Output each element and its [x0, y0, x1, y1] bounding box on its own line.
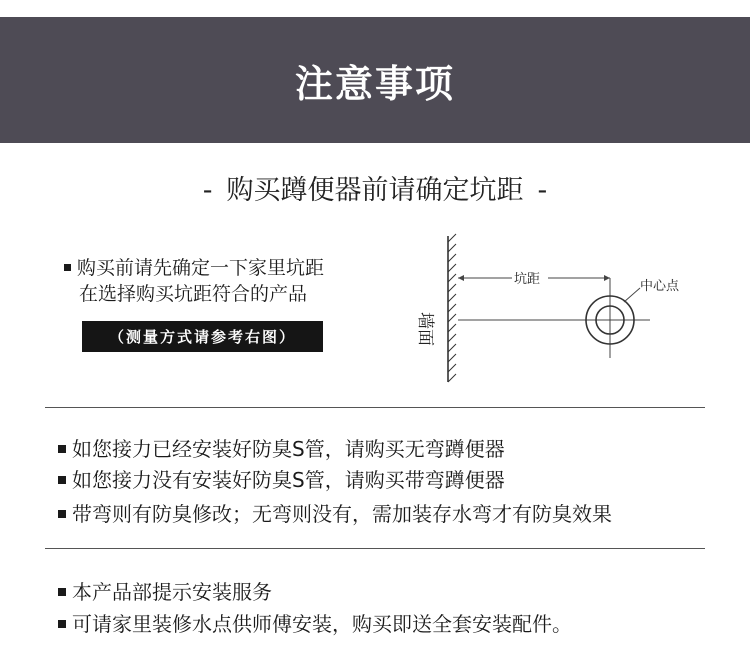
divider	[45, 407, 705, 408]
note-item	[58, 464, 505, 493]
note-item	[58, 576, 272, 605]
note-text: 如您接力没有安装好防臭S管，请购买带弯蹲便器	[72, 468, 505, 492]
subtitle-dash-left: -	[202, 175, 213, 206]
measure-note-1	[64, 256, 324, 280]
measurement-diagram	[400, 230, 720, 390]
top-strip	[0, 0, 750, 17]
center-label: 中心点	[640, 279, 680, 294]
note-item	[58, 608, 572, 637]
measure-badge	[82, 321, 323, 352]
bullet-icon	[58, 445, 66, 453]
header-banner	[0, 17, 750, 143]
note-text: 本产品部提示安装服务	[72, 580, 272, 604]
center-pointer	[624, 288, 640, 302]
measure-note-2-text: 在选择购买坑距符合的产品	[79, 283, 308, 305]
distance-label: 坑距	[514, 272, 541, 287]
bullet-icon	[64, 264, 71, 271]
subtitle	[0, 168, 750, 207]
note-item	[58, 433, 505, 462]
note-text: 可请家里装修水点供师傅安装，购买即送全套安装配件。	[72, 612, 572, 636]
bullet-icon	[58, 588, 66, 596]
bullet-icon	[58, 476, 66, 484]
note-text: 如您接力已经安装好防臭S管，请购买无弯蹲便器	[72, 437, 505, 461]
measure-badge-text: （测量方式请参考右图）	[108, 328, 296, 346]
divider	[45, 548, 705, 549]
note-text: 带弯则有防臭修改；无弯则没有，需加装存水弯才有防臭效果	[72, 502, 612, 526]
wall-label: 墙面	[415, 312, 435, 346]
page-title: 注意事项	[294, 61, 455, 106]
note-item	[58, 498, 612, 527]
subtitle-dash-right: -	[537, 175, 548, 206]
subtitle-text: 购买蹲便器前请确定坑距	[226, 175, 524, 206]
wall-hatching	[448, 234, 456, 382]
measure-note-2	[79, 282, 307, 306]
measure-note-1-text: 购买前请先确定一下家里坑距	[77, 257, 325, 279]
bullet-icon	[58, 510, 66, 518]
bullet-icon	[58, 620, 66, 628]
